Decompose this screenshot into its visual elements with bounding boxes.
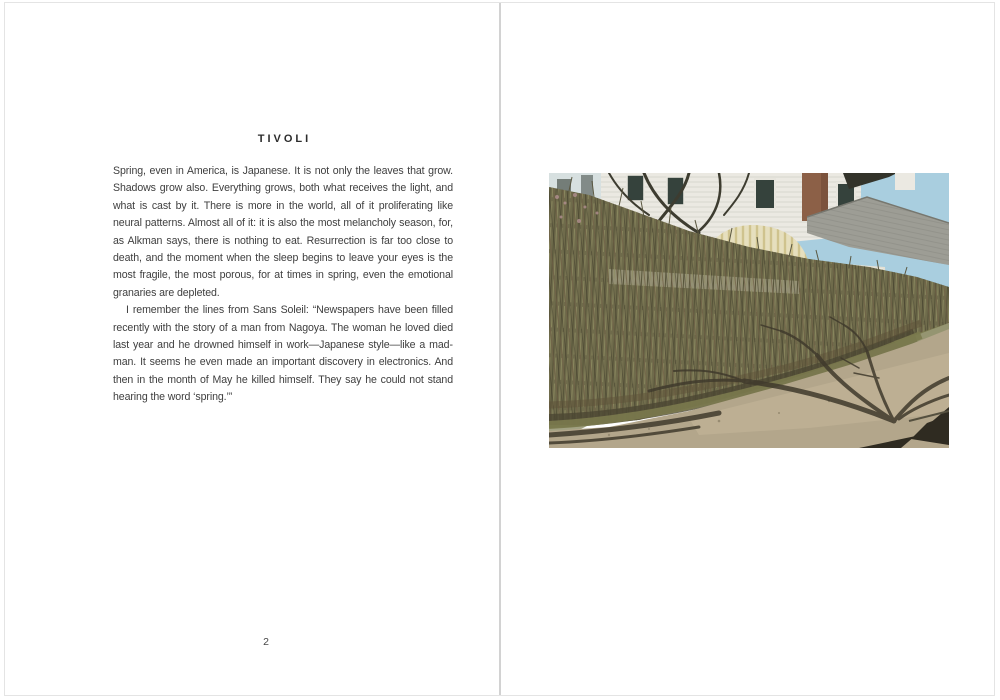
background-window <box>581 175 593 197</box>
window <box>627 175 644 201</box>
book-spread <box>4 2 995 696</box>
body-text <box>113 163 453 407</box>
paragraph-2: I remember the lines from Sans Soleil: “Newspapers have been filled recently with the story of a man from Nagoya. The woman he loved died last year and he drowned himself in work—Japanese style—like a madman. It seems he even made an important discovery in electronics. And then in the month of May he killed himself. They say he could not stand hearing the word ‘spring.’” <box>113 304 453 404</box>
photograph <box>549 173 949 448</box>
left-page <box>5 3 499 695</box>
paragraph-1: Spring, even in America, is Japanese. It is not only the leaves that grow. Shadows grow also. Everything grows, both what receives the light, and what is cast by it. There is more in the world, all of it proliferating like neural patterns. Almost all of it: it is also the most melancholy season, for, as Alkman says, there is nothing to eat. Resurrection is far too close to death, and the moment when the sleep begins to leave your eyes is the most fragile, the most porous, for at times in spring, even the emotional granaries are depleted. <box>113 165 453 299</box>
right-page <box>501 3 994 695</box>
photo-illustration <box>549 173 949 448</box>
page-number: 2 <box>263 636 269 648</box>
window <box>755 179 775 209</box>
chapter-title: TIVOLI <box>257 133 312 145</box>
dormer <box>895 173 915 190</box>
